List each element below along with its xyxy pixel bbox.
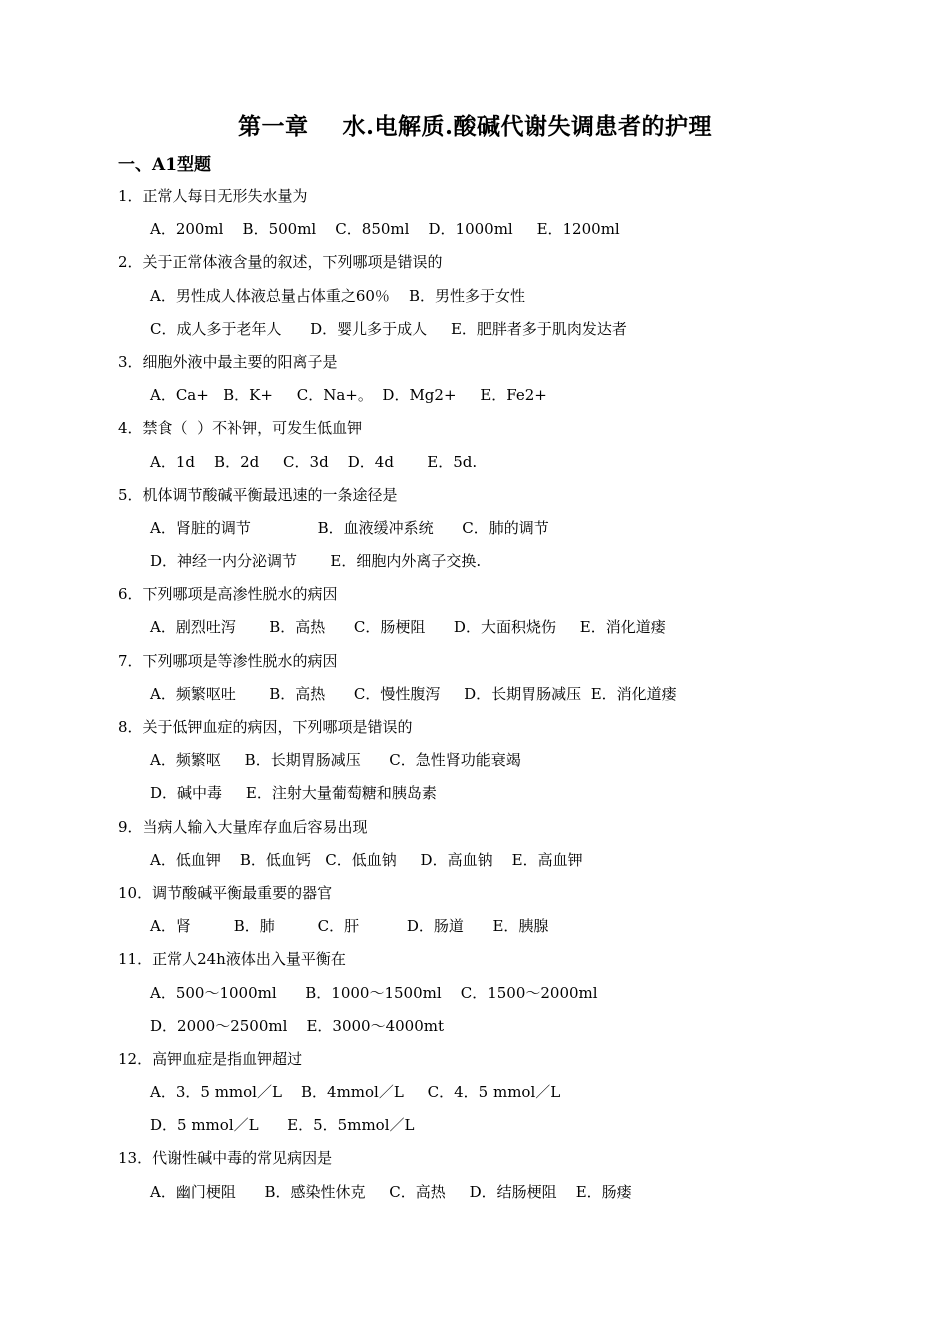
answer-options: A．肾脏的调节 B．血液缓冲系统 C．肺的调节 bbox=[150, 518, 549, 537]
answer-options: C．成人多于老年人 D．婴儿多于成人 E．肥胖者多于肌肉发达者 bbox=[150, 319, 627, 338]
question-item bbox=[118, 715, 858, 815]
answer-options: A．Ca+ B．K+ C．Na+。 D．Mg2+ E．Fe2+ bbox=[150, 386, 547, 405]
question-item bbox=[118, 649, 858, 715]
question-item bbox=[118, 184, 858, 250]
answer-options: A．剧烈吐泻 B．高热 C．肠梗阻 D．大面积烧伤 E．消化道瘘 bbox=[150, 618, 666, 637]
answer-options: A．1d B．2d C．3d D．4d E．5d. bbox=[150, 452, 478, 471]
question-stem: 10．调节酸碱平衡最重要的器官 bbox=[118, 883, 333, 902]
question-stem: 13．代谢性碱中毒的常见病因是 bbox=[118, 1149, 333, 1168]
question-stem: 5．机体调节酸碱平衡最迅速的一条途径是 bbox=[118, 485, 398, 504]
answer-options: A．500～1000ml B．1000～1500ml C．1500～2000ml bbox=[150, 983, 598, 1002]
question-item bbox=[118, 881, 858, 947]
question-stem: 1．正常人每日无形失水量为 bbox=[118, 187, 308, 205]
answer-options: A．低血钾 B．低血钙 C．低血钠 D．高血钠 E．高血钾 bbox=[150, 850, 583, 869]
section-title: 一、A1型题 bbox=[118, 155, 212, 175]
question-stem: 6．下列哪项是高渗性脱水的病因 bbox=[118, 585, 338, 604]
answer-options: A．肾 B．肺 C．肝 D．肠道 E．胰腺 bbox=[150, 917, 549, 936]
answer-options: D．5 mmol／L E．5．5mmol／L bbox=[150, 1116, 415, 1135]
answer-options: A．200ml B．500ml C．850ml D．1000ml E．1200ml bbox=[150, 220, 620, 239]
question-item bbox=[118, 483, 858, 583]
question-item bbox=[118, 416, 858, 482]
question-item bbox=[118, 250, 858, 350]
question-stem: 2．关于正常体液含量的叙述，下列哪项是错误的 bbox=[118, 253, 443, 272]
question-item bbox=[118, 947, 858, 1047]
answer-options: D．碱中毒 E．注射大量葡萄糖和胰岛素 bbox=[150, 784, 437, 803]
question-item bbox=[118, 1047, 858, 1147]
question-item bbox=[118, 1146, 858, 1212]
answer-options: A．频繁呕吐 B．高热 C．慢性腹泻 D．长期胃肠减压 E．消化道瘘 bbox=[150, 684, 677, 703]
question-item bbox=[118, 815, 858, 881]
answer-options: A．频繁呕 B．长期胃肠减压 C．急性肾功能衰竭 bbox=[150, 751, 521, 770]
question-item bbox=[118, 350, 858, 416]
chapter-title: 第一章 水.电解质.酸碱代谢失调患者的护理 bbox=[237, 113, 713, 140]
answer-options: D．神经一内分泌调节 E．细胞内外离子交换. bbox=[150, 552, 482, 571]
answer-options: A．3．5 mmol／L B．4mmol／L C．4．5 mmol／L bbox=[150, 1083, 561, 1102]
question-stem: 12．高钾血症是指血钾超过 bbox=[118, 1049, 303, 1068]
question-stem: 11．正常人24h液体出入量平衡在 bbox=[118, 950, 346, 969]
question-list bbox=[118, 184, 858, 1213]
answer-options: D．2000～2500ml E．3000～4000mt bbox=[150, 1016, 445, 1035]
question-stem: 8．关于低钾血症的病因，下列哪项是错误的 bbox=[118, 718, 413, 736]
question-stem: 4．禁食（ ）不补钾，可发生低血钾 bbox=[118, 419, 363, 438]
question-stem: 7．下列哪项是等渗性脱水的病因 bbox=[118, 651, 338, 670]
question-stem: 9．当病人输入大量库存血后容易出现 bbox=[118, 817, 368, 836]
answer-options: A．幽门梗阻 B．感染性休克 C．高热 D．结肠梗阻 E．肠瘘 bbox=[150, 1182, 632, 1201]
question-stem: 3．细胞外液中最主要的阳离子是 bbox=[118, 352, 338, 371]
answer-options: A．男性成人体液总量占体重之60％ B．男性多于女性 bbox=[150, 286, 526, 305]
question-item bbox=[118, 582, 858, 648]
